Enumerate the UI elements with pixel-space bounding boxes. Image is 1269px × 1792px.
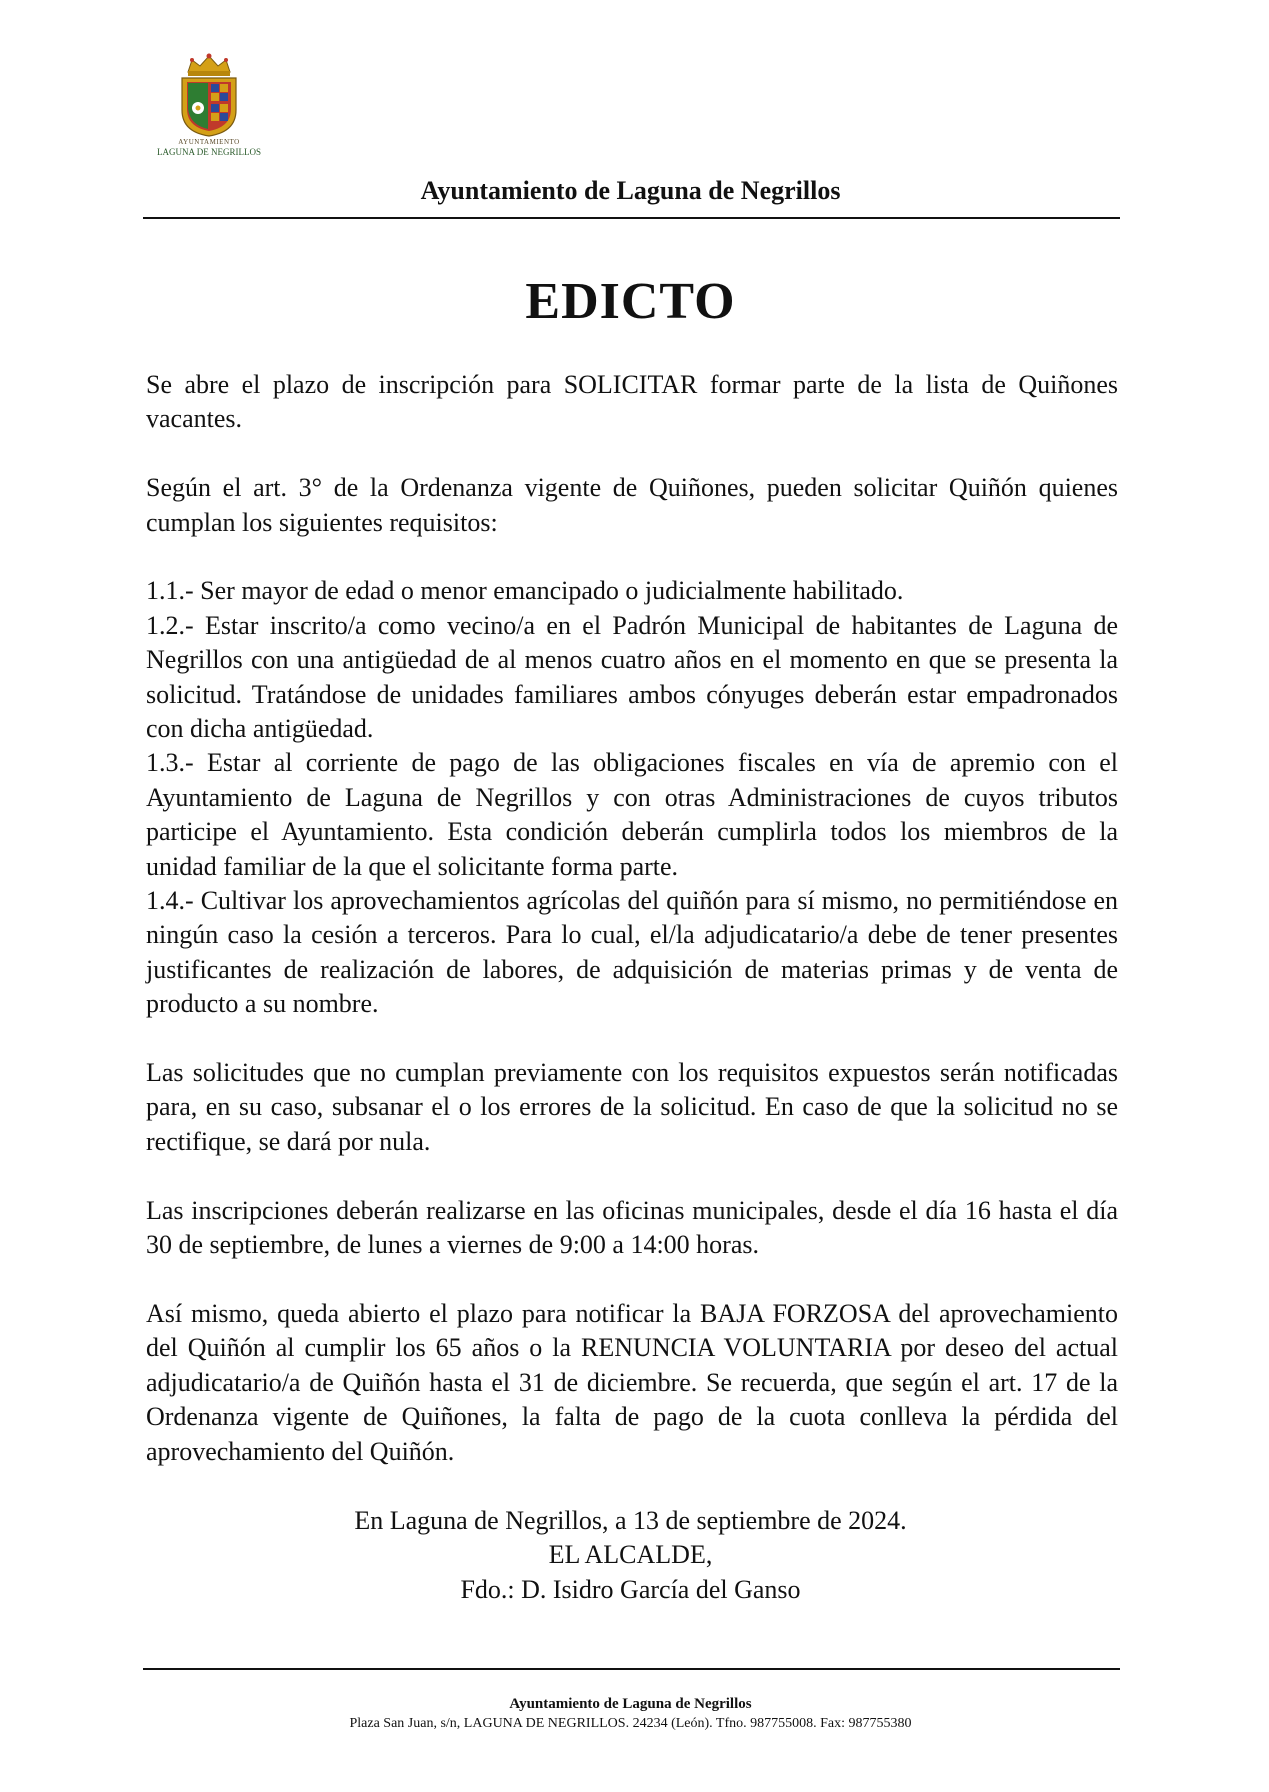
- intro-paragraph: Se abre el plazo de inscripción para SOLICITAR formar parte de la lista de Quiñones vacantes.: [146, 370, 1118, 434]
- footer-title: Ayuntamiento de Laguna de Negrillos: [509, 1696, 752, 1712]
- requirement-1: 1.1.- Ser mayor de edad o menor emancipado o judicialmente habilitado.: [146, 576, 904, 606]
- signer-role: EL ALCALDE,: [548, 1540, 713, 1570]
- requirement-2: 1.2.- Estar inscrito/a como vecino/a en el Padrón Municipal de habitantes de Laguna de Negrillos con una antigüedad de al menos cuatro años en el momento en que se presenta la solicitud. Tratándose de unidades familiares ambos cónyuges deberán estar empadronados con dicha antigüedad.: [146, 610, 1118, 744]
- header-title: Ayuntamiento de Laguna de Negrillos: [420, 176, 841, 205]
- municipal-logo: [143, 52, 275, 170]
- signature-block: [143, 1504, 1118, 1607]
- document-body: [146, 368, 1118, 1503]
- logo-label-top: AYUNTAMIENTO: [178, 138, 240, 146]
- dates-paragraph: Las inscripciones deberán realizarse en las oficinas municipales, desde el día 16 hasta el día 30 de septiembre, de lunes a viernes de 9:00 a 14:00 horas.: [146, 1195, 1118, 1260]
- signer-name: Fdo.: D. Isidro García del Ganso: [460, 1574, 801, 1604]
- article-paragraph: Según el art. 3° de la Ordenanza vigente de Quiñones, pueden solicitar Quiñón quienes cumplan los siguientes requisitos:: [146, 473, 1118, 537]
- document-title: EDICTO: [525, 273, 736, 330]
- coat-of-arms-icon: [174, 52, 244, 138]
- requirement-4: 1.4.- Cultivar los aprovechamientos agrícolas del quiñón para sí mismo, no permitiéndose en ningún caso la cesión a terceros. Para lo cual, el/la adjudicatario/a debe de tener presentes justificantes de realización de labores, de adquisición de materias primas y de venta de producto a su nombre.: [146, 886, 1118, 1019]
- footer: [143, 1694, 1118, 1734]
- baja-paragraph: Así mismo, queda abierto el plazo para notificar la BAJA FORZOSA del aprovechamiento del Quiñón al cumplir los 65 años o la RENUNCIA VOLUNTARIA por deseo del actual adjudicatario/a de Quiñón hasta el 31 de diciembre. Se recuerda, que según el art. 17 de la Ordenanza vigente de Quiñones, la falta de pago de la cuota conlleva la pérdida del aprovechamiento del Quiñón.: [146, 1298, 1118, 1466]
- footer-divider: [143, 1668, 1120, 1670]
- logo-label-bottom: LAGUNA DE NEGRILLOS: [157, 147, 261, 157]
- footer-address: Plaza San Juan, s/n, LAGUNA DE NEGRILLOS. 24234 (León). Tfno. 987755008. Fax: 987755380: [349, 1716, 912, 1731]
- rejection-paragraph: Las solicitudes que no cumplan previamente con los requisitos expuestos serán notificadas para, en su caso, subsanar el o los errores de la solicitud. En caso de que la solicitud no se rectifique, se dará por nula.: [146, 1058, 1118, 1156]
- requirement-3: 1.3.- Estar al corriente de pago de las obligaciones fiscales en vía de apremio con el Ayuntamiento de Laguna de Negrillos y con otras Administraciones de cuyos tributos participe el Ayuntamiento. Esta condición deberán cumplirla todos los miembros de la unidad familiar de la que el solicitante forma parte.: [146, 748, 1118, 881]
- place-date: En Laguna de Negrillos, a 13 de septiembre de 2024.: [354, 1506, 907, 1535]
- header-divider: [143, 217, 1120, 219]
